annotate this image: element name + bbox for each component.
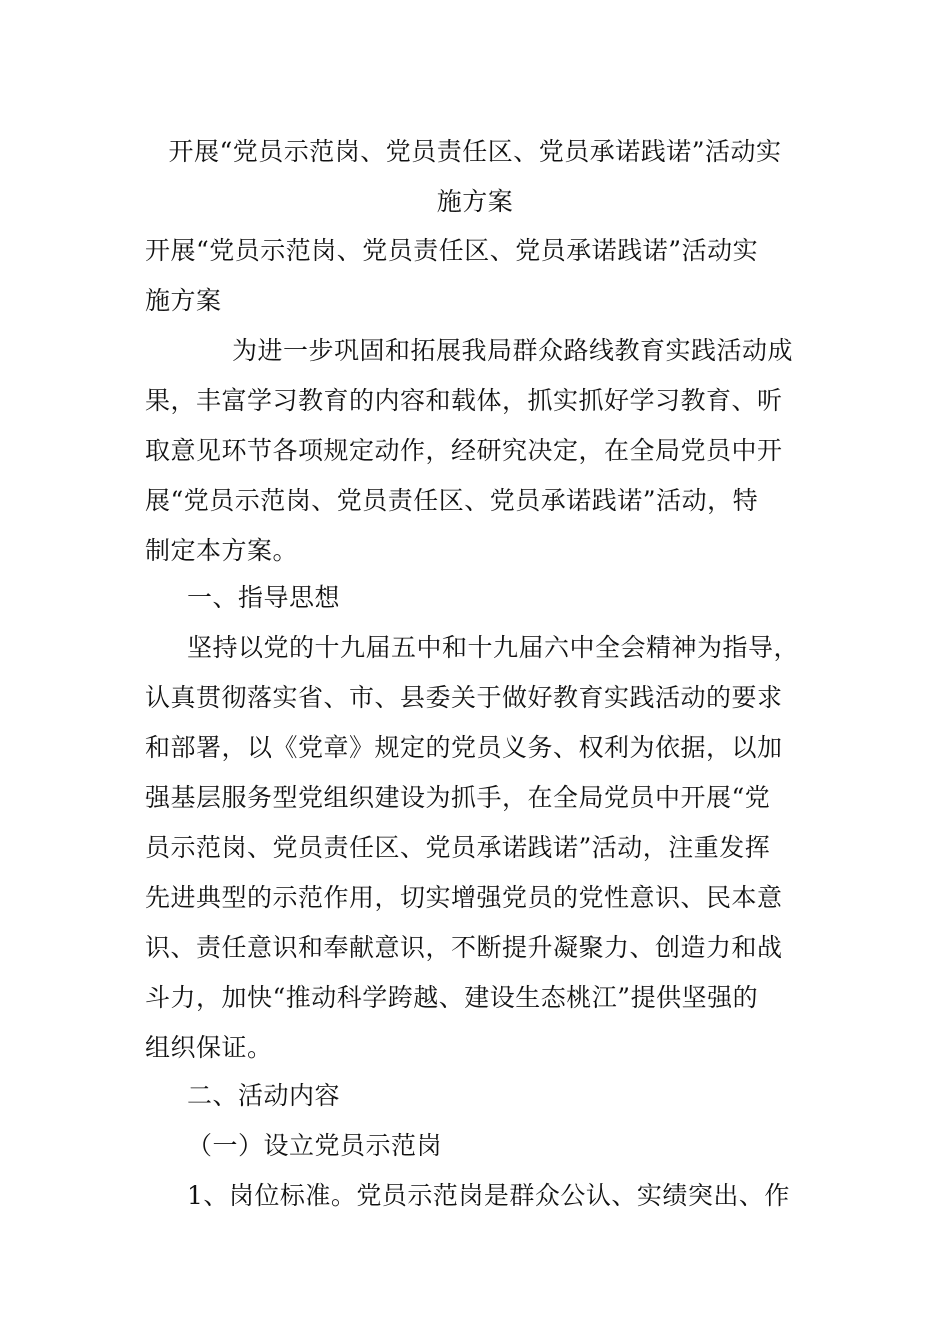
paragraph-line: 先进典型的示范作用，切实增强党员的党性意识、民本意 — [145, 883, 783, 912]
section-heading: 一、指导思想 — [187, 583, 341, 612]
paragraph-line: 认真贯彻落实省、市、县委关于做好教育实践活动的要求 — [145, 683, 783, 712]
paragraph-line: 强基层服务型党组织建设为抓手，在全局党员中开展“党 — [145, 783, 771, 812]
paragraph-line: 坚持以党的十九届五中和十九届六中全会精神为指导， — [187, 633, 800, 662]
paragraph-line: 1、岗位标准。党员示范岗是群众公认、实绩突出、作 — [187, 1181, 790, 1210]
paragraph-line: 果，丰富学习教育的内容和载体，抓实抓好学习教育、听 — [145, 386, 783, 415]
subsection-heading: （一）设立党员示范岗 — [187, 1131, 443, 1160]
body-line: 开展“党员示范岗、党员责任区、党员承诺践诺”活动实 — [145, 236, 759, 265]
document-title-line-2: 施方案 — [436, 187, 514, 216]
paragraph-line: 取意见环节各项规定动作，经研究决定，在全局党员中开 — [145, 436, 783, 465]
paragraph-line: 斗力，加快“推动科学跨越、建设生态桃江”提供坚强的 — [145, 983, 759, 1012]
body-line: 施方案 — [145, 286, 222, 315]
paragraph-line: 为进一步巩固和拓展我局群众路线教育实践活动成 — [232, 336, 794, 365]
section-heading: 二、活动内容 — [187, 1081, 341, 1110]
paragraph-line: 制定本方案。 — [145, 536, 299, 565]
paragraph-line: 员示范岗、党员责任区、党员承诺践诺”活动，注重发挥 — [145, 833, 771, 862]
paragraph-line: 展“党员示范岗、党员责任区、党员承诺践诺”活动，特 — [145, 486, 759, 515]
paragraph-line: 识、责任意识和奉献意识，不断提升凝聚力、创造力和战 — [145, 933, 783, 962]
document-title-line-1: 开展“党员示范岗、党员责任区、党员承诺践诺”活动实 — [168, 137, 782, 166]
paragraph-line: 组织保证。 — [145, 1033, 273, 1062]
paragraph-line: 和部署，以《党章》规定的党员义务、权利为依据，以加 — [145, 733, 783, 762]
